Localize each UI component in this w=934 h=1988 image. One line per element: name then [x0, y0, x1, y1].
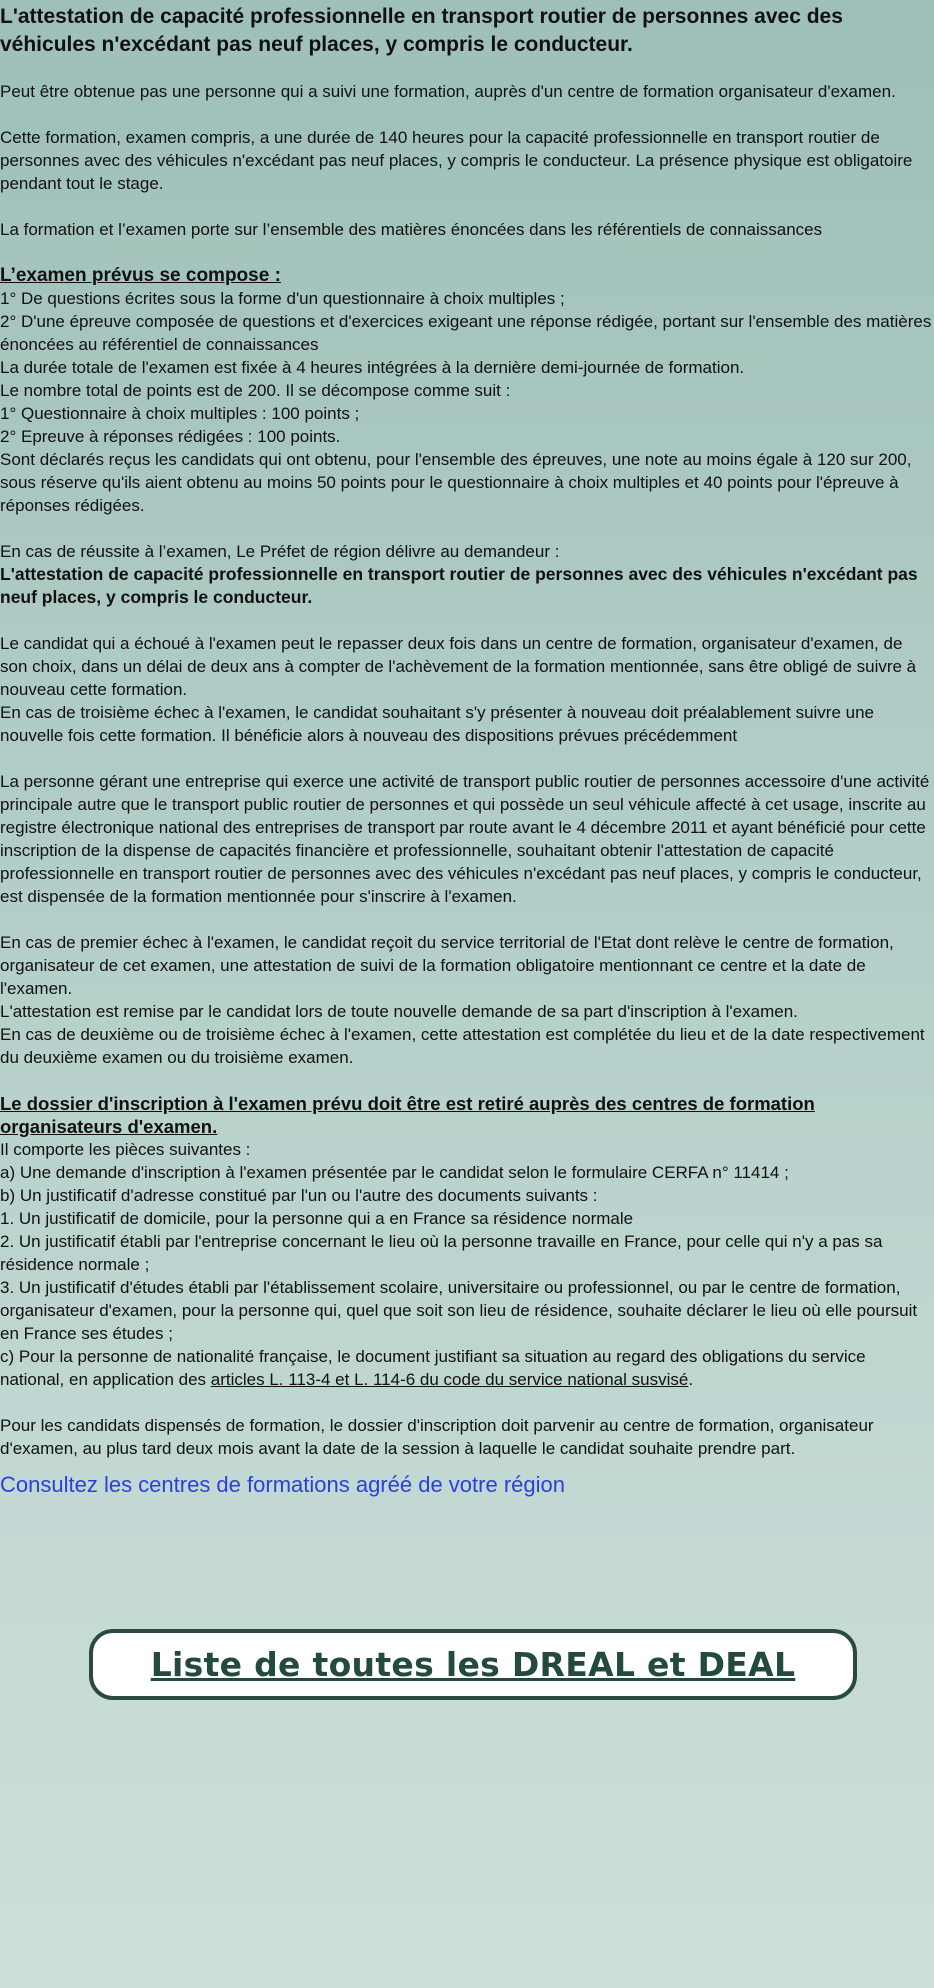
dreal-list-button-label: Liste de toutes les DREAL et DEAL [150, 1645, 796, 1684]
dossier-line: a) Une demande d'inscription à l'examen présentée par le candidat selon le formulaire CERFA n° 11414 ; [0, 1163, 789, 1182]
echec-text: Le candidat qui a échoué à l'examen peut le repasser deux fois dans un centre de formation, organisateur d'examen, de son choix, dans un délai de deux ans à compter de l'achèvement de la formation mentionnée, sans être obligé de suivre à nouveau cette formation. [0, 634, 917, 699]
page-content [0, 3, 934, 1500]
dossier-line: 1. Un justificatif de domicile, pour la personne qui a en France sa résidence normale [0, 1209, 634, 1228]
consult-centres-link[interactable]: Consultez les centres de formations agréé de votre région [0, 1472, 565, 1497]
dossier-line: Il comporte les pièces suivantes : [0, 1140, 251, 1159]
dreal-list-button[interactable] [89, 1629, 857, 1700]
intro-text: Peut être obtenue pas une personne qui a suivi une formation, auprès d'un centre de formation organisateur d'examen. [0, 82, 896, 101]
dossier-line: b) Un justificatif d'adresse constitué par l'un ou l'autre des documents suivants : [0, 1186, 598, 1205]
dossier-c-suffix: . [688, 1370, 694, 1389]
dossier-line: 2. Un justificatif établi par l'entreprise concernant le lieu où la personne travaille en France, pour celle qui n'y a pas sa résidence normale ; [0, 1232, 883, 1274]
gerant-text: La personne gérant une entreprise qui exerce une activité de transport public routier de personnes accessoire d'une activité principale autre que le transport public routier de personnes et qui possède un seul véhicule affecté à cet usage, inscrite au registre électronique national des entreprises de transport par route avant le 4 décembre 2011 et ayant bénéficié pour cette inscription de la dispense de capacités financière et professionnelle, souhaitant obtenir l'attestation de capacité professionnelle en transport routier de personnes avec des véhicules n'excédant pas neuf places, y compris le conducteur, est dispensée de la formation mentionnée pour s'inscrire à l'examen. [0, 772, 930, 906]
page-title: L'attestation de capacité professionnelle en transport routier de personnes avec des véhicules n'excédant pas neuf places, y compris le conducteur. [0, 5, 843, 56]
exam-line: 2° D'une épreuve composée de questions et d'exercices exigeant une réponse rédigée, portant sur l'ensemble des matières énoncées au référentiel de connaissances [0, 312, 932, 354]
premier-echec-text: L'attestation est remise par le candidat lors de toute nouvelle demande de sa part d'inscription à l'examen. [0, 1002, 798, 1021]
dispenses-text: Pour les candidats dispensés de formation, le dossier d'inscription doit parvenir au centre de formation, organisateur d'examen, au plus tard deux mois avant la date de la session à laquelle le candidat souhaite prendre part. [0, 1416, 874, 1458]
dossier-line-c [0, 1345, 934, 1391]
dossier-line: 3. Un justificatif d'études établi par l'établissement scolaire, universitaire ou professionnel, ou par le centre de formation, organisateur d'examen, pour la personne qui, quel que soit son lieu de résidence, souhaite déclarer le lieu où elle poursuit en France ses études ; [0, 1278, 918, 1343]
exam-line: La durée totale de l'examen est fixée à 4 heures intégrées à la dernière demi-journée de formation. [0, 358, 745, 377]
code-service-national-link[interactable]: articles L. 113-4 et L. 114-6 du code du service national susvisé [210, 1370, 689, 1389]
exam-line: Le nombre total de points est de 200. Il se décompose comme suit : [0, 381, 511, 400]
reussite-text: En cas de réussite à l’examen, Le Préfet de région délivre au demandeur : [0, 542, 560, 561]
matieres-text: La formation et l’examen porte sur l’ensemble des matières énoncées dans les référentiels de connaissances [0, 220, 823, 239]
premier-echec-text: En cas de deuxième ou de troisième échec à l'examen, cette attestation est complétée du lieu et de la date respectivement du deuxième examen ou du troisième examen. [0, 1025, 925, 1067]
exam-line: 2° Epreuve à réponses rédigées : 100 points. [0, 427, 341, 446]
exam-line: Sont déclarés reçus les candidats qui ont obtenu, pour l'ensemble des épreuves, une note au moins égale à 120 sur 200, sous réserve qu'ils aient obtenu au moins 50 points pour le questionnaire à choix multiples et 40 points pour l'épreuve à réponses rédigées. [0, 450, 912, 515]
premier-echec-text: En cas de premier échec à l'examen, le candidat reçoit du service territorial de l'Etat dont relève le centre de formation, organisateur de cet examen, une attestation de suivi de la formation obligatoire mentionnant ce centre et la date de l'examen. [0, 933, 894, 998]
dossier-heading: Le dossier d'inscription à l'examen prévu doit être est retiré auprès des centres de formation organisateurs d'examen. [0, 1093, 815, 1137]
attestation-title: L'attestation de capacité professionnelle en transport routier de personnes avec des véhicules n'excédant pas neuf places, y compris le conducteur. [0, 564, 918, 607]
exam-line: 1° Questionnaire à choix multiples : 100 points ; [0, 404, 360, 423]
formation-text: Cette formation, examen compris, a une durée de 140 heures pour la capacité professionnelle en transport routier de personnes avec des véhicules n'excédant pas neuf places, y compris le conducteur. La présence physique est obligatoire pendant tout le stage. [0, 128, 913, 193]
exam-heading: L’examen prévus se compose : [0, 265, 281, 286]
echec-text: En cas de troisième échec à l'examen, le candidat souhaitant s'y présenter à nouveau doit préalablement suivre une nouvelle fois cette formation. Il bénéficie alors à nouveau des dispositions prévues précédemment [0, 703, 875, 745]
dossier-c-prefix: c) Pour la personne de nationalité française, le document justifiant sa situation au regard des obligations du service national, en application des [0, 1347, 866, 1389]
exam-line: 1° De questions écrites sous la forme d'un questionnaire à choix multiples ; [0, 289, 565, 308]
